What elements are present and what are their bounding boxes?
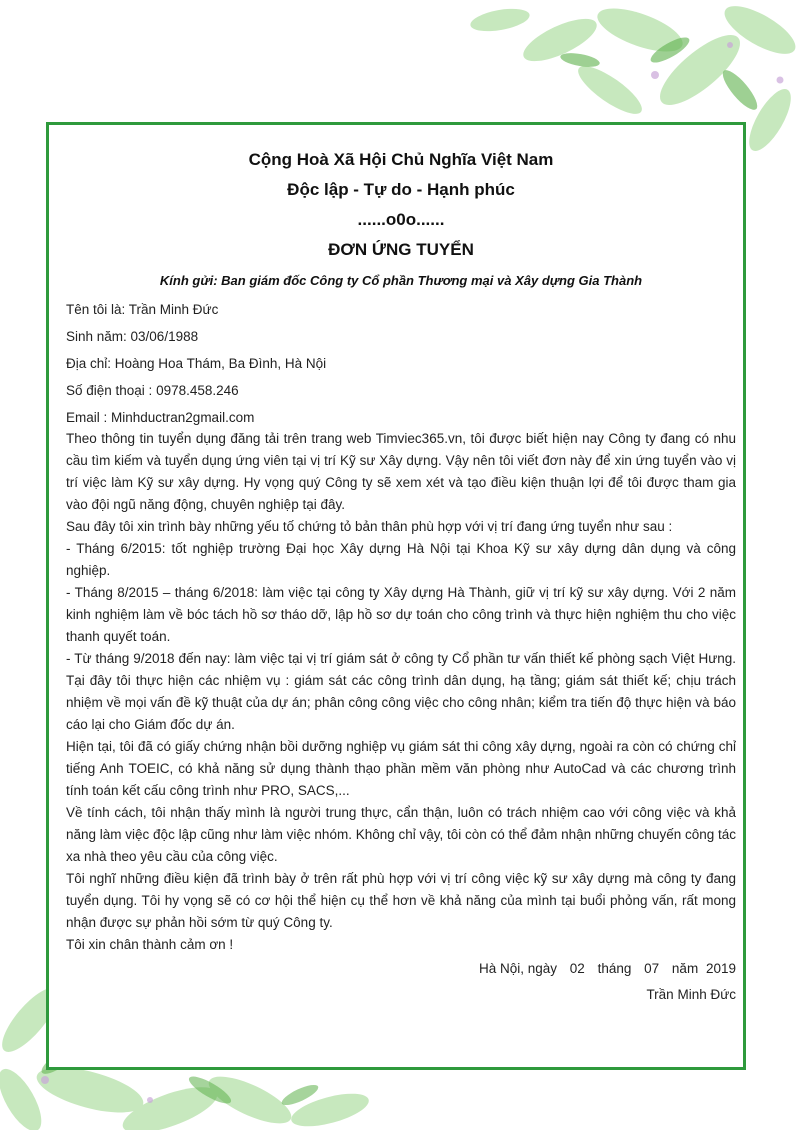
applicant-dob: Sinh năm: 03/06/1988 bbox=[66, 329, 199, 344]
divider-text: ......o0o...... bbox=[357, 210, 445, 229]
applicant-email: Email : Minhductran2gmail.com bbox=[66, 410, 255, 425]
signature-name: Trần Minh Đức bbox=[646, 987, 736, 1002]
paragraph: - Tháng 6/2015: tốt nghiệp trường Đại học Xây dựng Hà Nội tại Khoa Kỹ sư xây dựng dân dụng và công nghiệp. bbox=[66, 541, 736, 578]
paragraph: Theo thông tin tuyển dụng đăng tải trên trang web Timviec365.vn, tôi được biết hiện nay Công ty đang có nhu cầu tìm kiếm và tuyển dụng ứng viên tại vị trí Kỹ sư Xây dựng. Vậy nên tôi viết đơn này để xin ứng tuyển vào vị trí việc làm Kỹ sư xây dựng. Hy vọng quý Công ty sẽ xem xét và tạo điều kiện thuận lợi để tôi được tham gia vào đội ngũ năng động, chuyên nghiệp tại đây. bbox=[66, 431, 736, 512]
paragraph: - Từ tháng 9/2018 đến nay: làm việc tại vị trí giám sát ở công ty Cổ phần tư vấn thiết kế phòng sạch Việt Hưng. Tại đây tôi thực hiện các nhiệm vụ : giám sát các công trình dân dụng, hạ tầng; giám sát thiết kế; chịu trách nhiệm về mọi vấn đề kỹ thuật của dự án; phân công công việc cho công nhân; kiểm tra tiến độ thực hiện và báo cáo lại cho Giám đốc dự án. bbox=[66, 651, 736, 732]
paragraph: Về tính cách, tôi nhận thấy mình là người trung thực, cẩn thận, luôn có trách nhiệm cao với công việc và khả năng làm việc độc lập cũng như làm việc nhóm. Không chỉ vậy, tôi còn có thể đảm nhận những chuyến công tác xa nhà theo yêu cầu của công việc. bbox=[66, 805, 736, 864]
paragraph: Tôi nghĩ những điều kiện đã trình bày ở trên rất phù hợp với vị trí công việc kỹ sư xây dựng mà công ty đang tuyển dụng. Tôi hy vọng sẽ có cơ hội thể hiện cụ thể hơn về khả năng của mình tại buổi phỏng vấn, rất mong nhận được sự phản hồi sớm từ quý Công ty. bbox=[66, 871, 736, 930]
country-heading: Cộng Hoà Xã Hội Chủ Nghĩa Việt Nam bbox=[248, 150, 554, 169]
paragraph: Tôi xin chân thành cảm ơn ! bbox=[66, 937, 234, 952]
document-title: ĐƠN ỨNG TUYỂN bbox=[328, 240, 474, 259]
applicant-name: Tên tôi là: Trần Minh Đức bbox=[66, 302, 219, 317]
paragraph: Sau đây tôi xin trình bày những yếu tố chứng tỏ bản thân phù hợp với vị trí đang ứng tuyển như sau : bbox=[66, 519, 673, 534]
date-year-label: năm bbox=[671, 961, 699, 976]
greeting-line: Kính gửi: Ban giám đốc Công ty Cổ phần Thương mại và Xây dựng Gia Thành bbox=[159, 273, 643, 288]
paragraph: Hiện tại, tôi đã có giấy chứng nhận bồi dưỡng nghiệp vụ giám sát thi công xây dựng, ngoài ra còn có chứng chỉ tiếng Anh TOEIC, có khả năng sử dụng thành thạo phần mềm văn phòng như AutoCad và các chương trình tính toán kết cấu công trình như PRO, SACS,... bbox=[66, 739, 736, 798]
date-prefix: Hà Nội, ngày bbox=[478, 961, 557, 976]
date-month-label: tháng bbox=[597, 961, 632, 976]
document-body bbox=[66, 145, 736, 1008]
date-year: 2019 bbox=[705, 961, 736, 976]
date-month: 07 bbox=[644, 961, 660, 976]
motto-heading: Độc lập - Tự do - Hạnh phúc bbox=[287, 180, 515, 199]
date-line bbox=[66, 956, 736, 982]
document-frame bbox=[46, 122, 746, 1070]
paragraph: - Tháng 8/2015 – tháng 6/2018: làm việc tại công ty Xây dựng Hà Thành, giữ vị trí kỹ sư xây dựng. Với 2 năm kinh nghiệm làm về bóc tách hồ sơ tháo dỡ, lập hồ sơ dự toán cho công trình và thực hiện nghiệm thu cho việc thanh quyết toán. bbox=[66, 585, 736, 644]
applicant-address: Địa chỉ: Hoàng Hoa Thám, Ba Đình, Hà Nội bbox=[66, 356, 327, 371]
applicant-phone: Số điện thoại : 0978.458.246 bbox=[66, 383, 239, 398]
date-day: 02 bbox=[569, 961, 585, 976]
